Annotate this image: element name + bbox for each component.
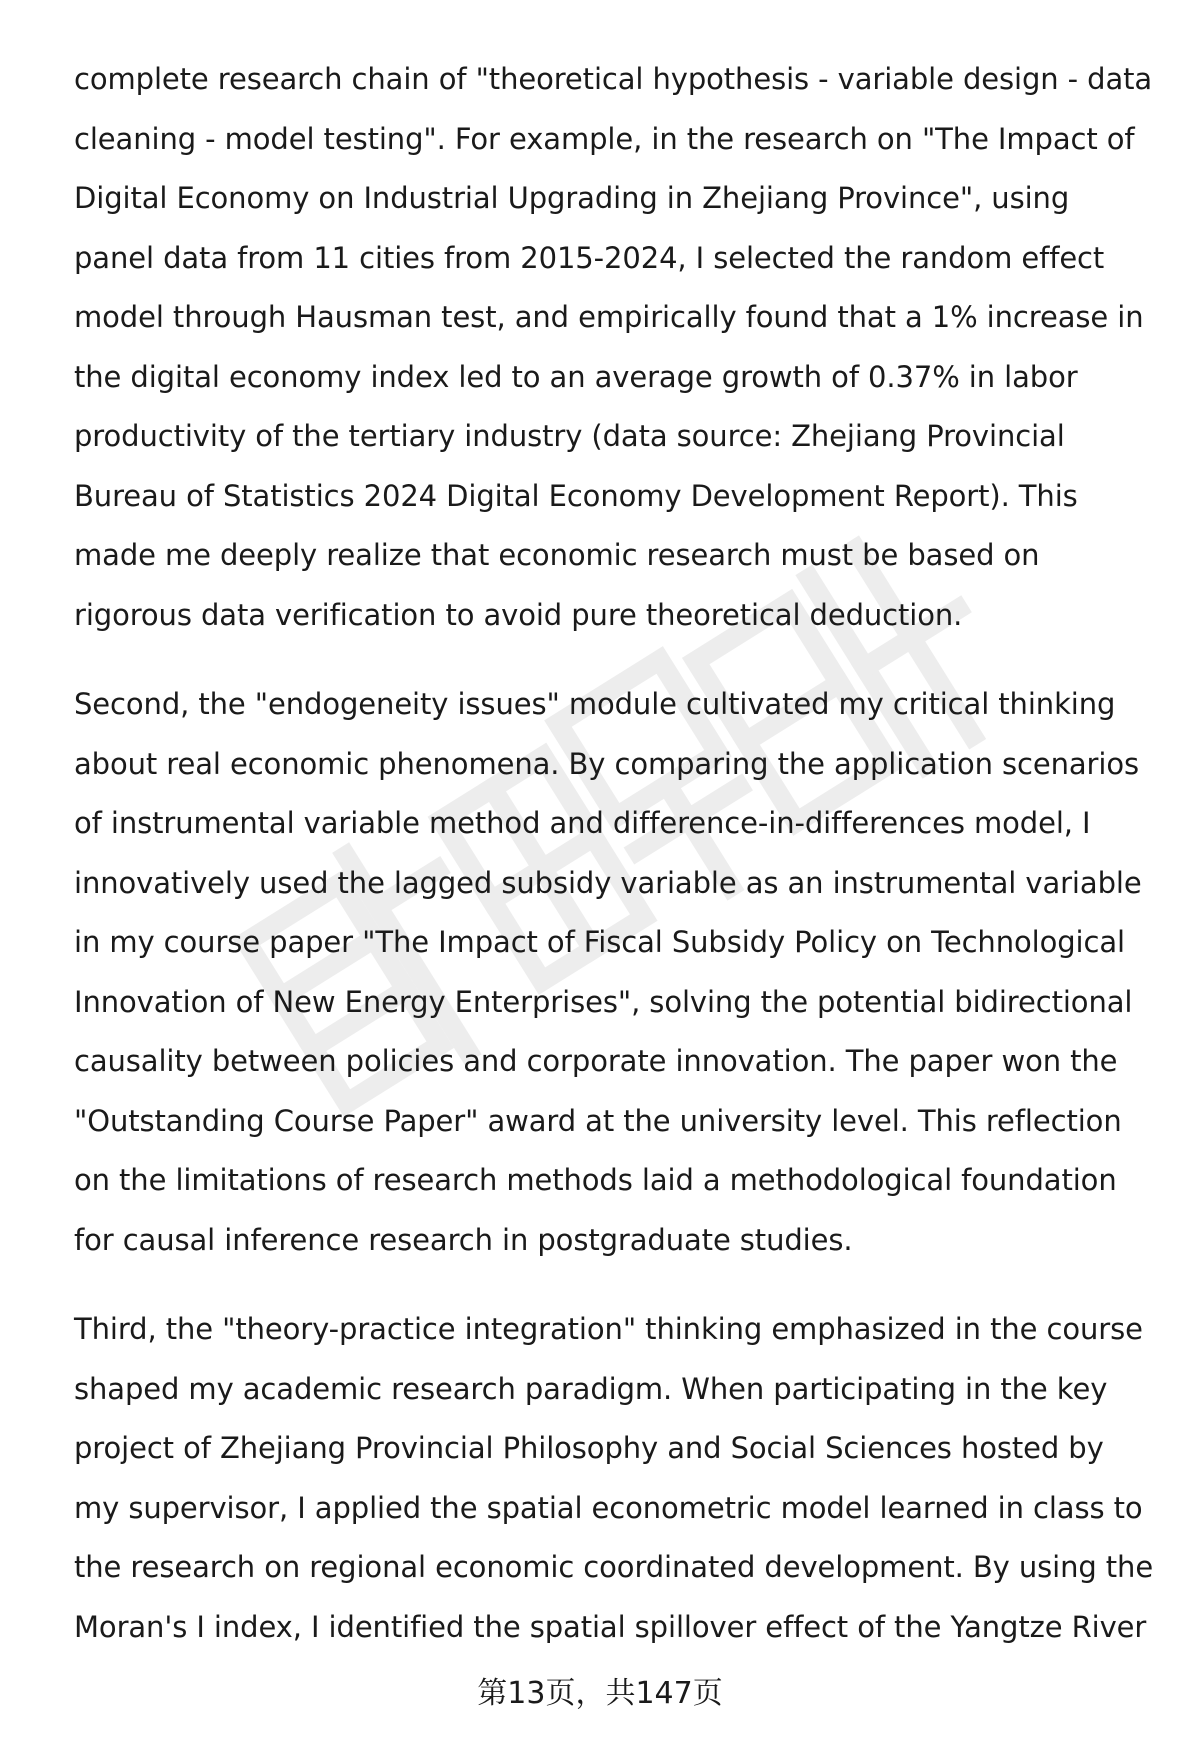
paragraph-2: Second, the "endogeneity issues" module cultivated my critical thinking about real economic phenomena. By comparing the application scenarios of instrumental variable method and difference-in-differences model, I innovatively used the lagged subsidy variable as an instrumental variable in my course paper "The Impact of Fiscal Subsidy Policy on Technological Innovation of New Energy Enterprises", solving the potential bidirectional causality between policies and corporate innovation. The paper won the "Outstanding Course Paper" award at the university level. This reflection on the limitations of research methods laid a methodological foundation for causal inference research in postgraduate studies.: [74, 687, 1142, 1257]
paragraph-1: complete research chain of "theoretical hypothesis - variable design - data cleaning - model testing". For example, in the research on "The Impact of Digital Economy on Industrial Upgrading in Zhejiang Province", using panel data from 11 cities from 2015-2024, I selected the random effect model through Hausman test, and empirically found that a 1% increase in the digital economy index led to an average growth of 0.37% in labor productivity of the tertiary industry (data source: Zhejiang Provincial Bureau of Statistics 2024 Digital Economy Development Report). This made me deeply realize that economic research must be based on rigorous data verification to avoid pure theoretical deduction.: [74, 62, 1153, 632]
document-body: [74, 50, 1154, 1687]
paragraph-3: Third, the "theory-practice integration" thinking emphasized in the course shaped my academic research paradigm. When participating in the key project of Zhejiang Provincial Philosophy and Social Sciences hosted by my supervisor, I applied the spatial econometric model learned in class to the research on regional economic coordinated development. By using the Moran's I index, I identified the spatial spillover effect of the Yangtze River: [74, 1312, 1154, 1644]
page-number: 第13页，共147页: [477, 1676, 723, 1711]
